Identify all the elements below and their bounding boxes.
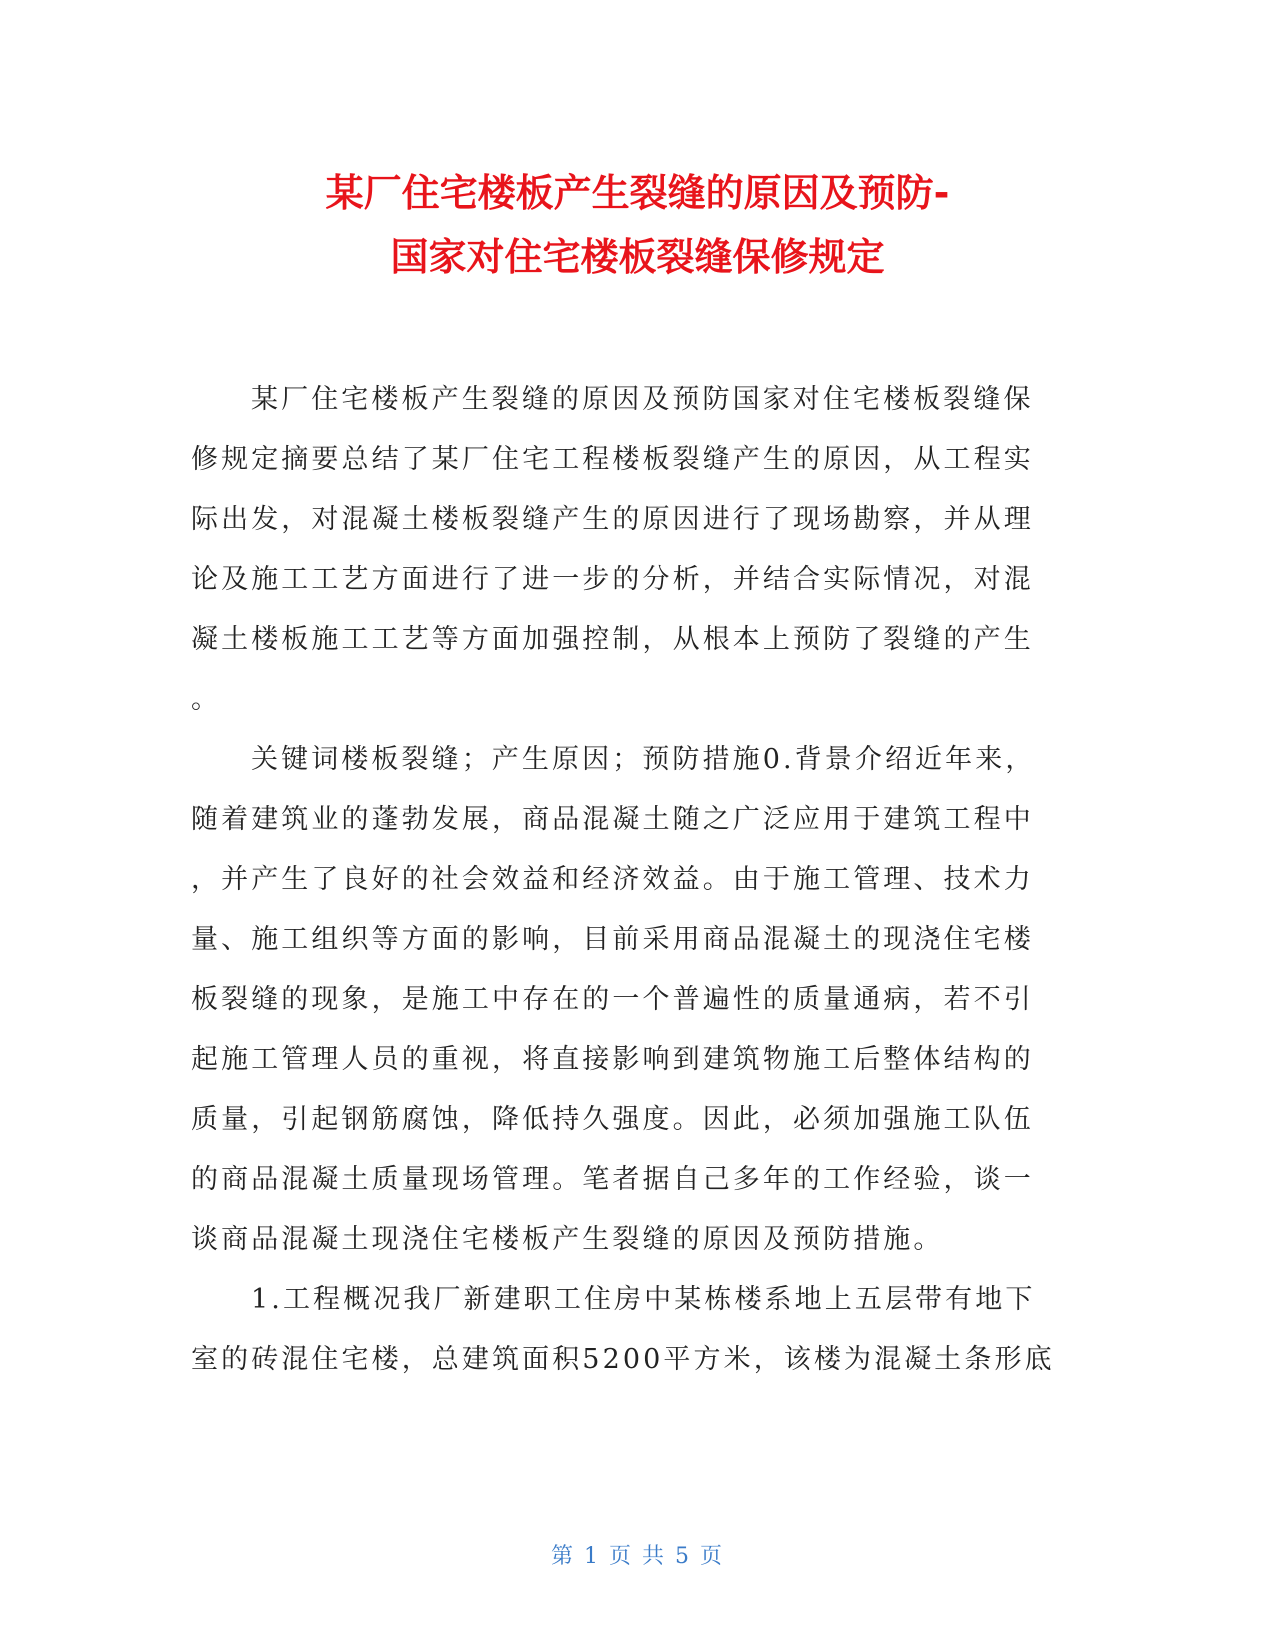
paragraph-abstract (191, 370, 1071, 730)
text-line: 修规定摘要总结了某厂住宅工程楼板裂缝产生的原因，从工程实 (191, 444, 1034, 475)
text-line: 起施工管理人员的重视，将直接影响到建筑物施工后整体结构的 (191, 1044, 1034, 1075)
text-line: 关键词楼板裂缝；产生原因；预防措施0.背景介绍近年来， (251, 744, 1036, 775)
footer-middle: 页 共 (609, 1544, 666, 1569)
text-line: 论及施工工艺方面进行了进一步的分析，并结合实际情况，对混 (191, 564, 1034, 595)
text-line: 板裂缝的现象，是施工中存在的一个普遍性的质量通病，若不引 (191, 984, 1034, 1015)
text-line: ，并产生了良好的社会效益和经济效益。由于施工管理、技术力 (191, 864, 1034, 895)
paragraph-background (191, 730, 1071, 1270)
current-page-number: 1 (584, 1544, 600, 1569)
total-pages-number: 5 (675, 1544, 691, 1569)
text-line: 际出发，对混凝土楼板裂缝产生的原因进行了现场勘察，并从理 (191, 504, 1034, 535)
document-title-line-2: 国家对住宅楼板裂缝保修规定 (390, 235, 885, 279)
text-line: 随着建筑业的蓬勃发展，商品混凝土随之广泛应用于建筑工程中 (191, 804, 1034, 835)
text-line: 1.工程概况我厂新建职工住房中某栋楼系地上五层带有地下 (251, 1284, 1036, 1315)
text-line: 凝土楼板施工工艺等方面加强控制，从根本上预防了裂缝的产生 (191, 624, 1034, 655)
footer-prefix: 第 (550, 1544, 575, 1569)
text-line: 质量，引起钢筋腐蚀，降低持久强度。因此，必须加强施工队伍 (191, 1104, 1034, 1135)
footer-suffix: 页 (700, 1544, 725, 1569)
text-line: 谈商品混凝土现浇住宅楼板产生裂缝的原因及预防措施。 (191, 1224, 944, 1255)
text-line: 的商品混凝土质量现场管理。笔者据自己多年的工作经验，谈一 (191, 1164, 1034, 1195)
page-footer (0, 1542, 1275, 1572)
document-body (191, 370, 1071, 1390)
text-line: 室的砖混住宅楼，总建筑面积5200平方米，该楼为混凝土条形底 (191, 1344, 1055, 1375)
document-title-line-1: 某厂住宅楼板产生裂缝的原因及预防- (325, 171, 950, 215)
text-line: 。 (191, 684, 222, 715)
paragraph-project-overview (191, 1270, 1071, 1390)
text-line: 某厂住宅楼板产生裂缝的原因及预防国家对住宅楼板裂缝保 (251, 384, 1034, 415)
text-line: 量、施工组织等方面的影响，目前采用商品混凝土的现浇住宅楼 (191, 924, 1034, 955)
